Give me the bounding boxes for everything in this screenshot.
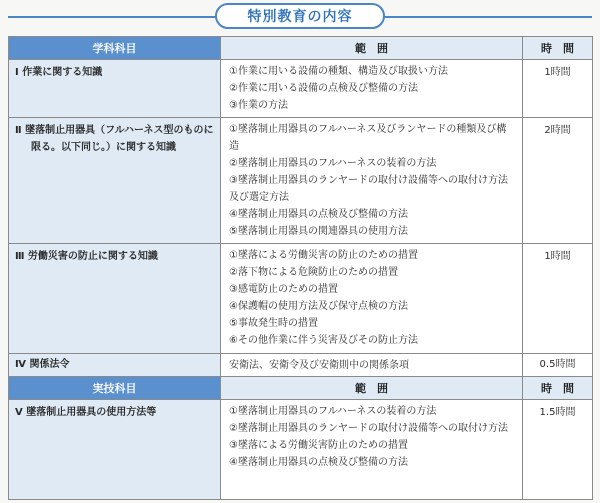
range-item: ④墜落制止用器具の点検及び整備の方法 [229, 457, 408, 468]
table-header-row [9, 37, 593, 60]
range-item: ⑤墜落制止用器具の関連器具の使用方法 [229, 226, 408, 237]
range-cell [221, 400, 523, 500]
header-range: 範 囲 [221, 37, 523, 60]
range-item: ③墜落による労働災害防止のための措置 [229, 440, 408, 451]
time-cell: 1.5時間 [523, 400, 593, 500]
range-cell [221, 354, 523, 378]
range-item: 安衛法、安衛令及び安衛則中の関係条項 [229, 360, 409, 371]
range-item: ③墜落制止用器具のランヤードの取付け設備等への取付け方法及び選定方法 [229, 175, 508, 203]
range-item: ⑥その他作業に伴う災害及びその防止方法 [229, 335, 418, 346]
table-row [9, 400, 593, 500]
table-header-row [9, 377, 593, 400]
time-cell: 1時間 [523, 244, 593, 354]
page-title: 特別教育の内容 [215, 3, 385, 29]
range-item: ③感電防止のための措置 [229, 284, 338, 295]
range-item: ②落下物による危険防止のための措置 [229, 267, 398, 278]
range-item: ③作業の方法 [229, 100, 288, 111]
subject-cell: Ⅴ 墜落制止用器具の使用方法等 [9, 400, 221, 500]
range-cell [221, 244, 523, 354]
range-item: ⑤事故発生時の措置 [229, 318, 318, 329]
header-time: 時 間 [523, 377, 593, 400]
header-time: 時 間 [523, 37, 593, 60]
range-item: ④墜落制止用器具の点検及び整備の方法 [229, 209, 408, 220]
subject-cell: Ⅰ 作業に関する知識 [9, 60, 221, 118]
time-cell: 2時間 [523, 118, 593, 244]
range-item: ①墜落制止用器具のフルハーネス及びランヤードの種類及び構造 [229, 124, 507, 152]
header-subject: 学科科目 [9, 37, 221, 60]
subject-cell: Ⅱ 墜落制止用器具（フルハーネス型のものに限る。以下同じ。）に関する知識 [9, 118, 221, 244]
time-cell: 1時間 [523, 60, 593, 118]
range-item: ①作業に用いる設備の種類、構造及び取扱い方法 [229, 66, 448, 77]
title-bar [0, 0, 600, 32]
range-item: ①墜落制止用器具のフルハーネスの装着の方法 [229, 406, 437, 417]
range-item: ①墜落による労働災害の防止のための措置 [229, 250, 418, 261]
table-row [9, 244, 593, 354]
table-row [9, 354, 593, 378]
range-cell [221, 60, 523, 118]
subject-cell: Ⅲ 労働災害の防止に関する知識 [9, 244, 221, 354]
range-cell [221, 118, 523, 244]
header-range: 範 囲 [221, 377, 523, 400]
subject-cell: Ⅳ 関係法令 [9, 354, 221, 378]
table-row [9, 60, 593, 118]
lecture-subjects-table [8, 36, 593, 378]
table-row [9, 118, 593, 244]
range-item: ②墜落制止用器具のランヤードの取付け設備等への取付け方法 [229, 423, 508, 434]
range-item: ②墜落制止用器具のフルハーネスの装着の方法 [229, 158, 437, 169]
practical-subjects-table [8, 376, 593, 500]
range-item: ②作業に用いる設備の点検及び整備の方法 [229, 83, 418, 94]
header-subject: 実技科目 [9, 377, 221, 400]
range-item: ④保護帽の使用方法及び保守点検の方法 [229, 301, 408, 312]
time-cell: 0.5時間 [523, 354, 593, 378]
